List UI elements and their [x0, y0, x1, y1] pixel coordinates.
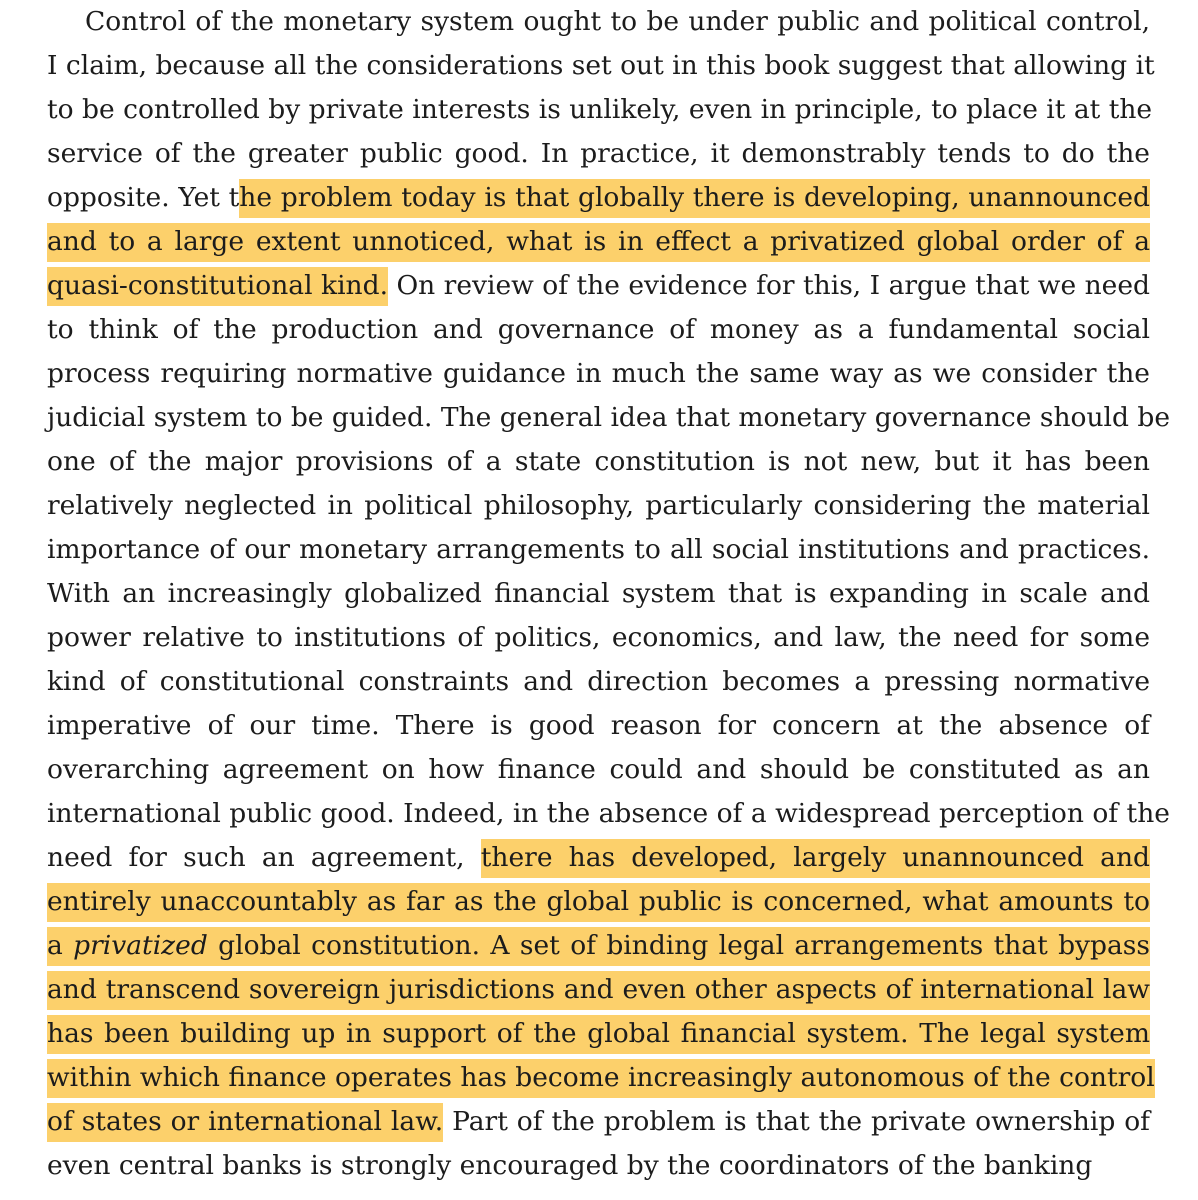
text-segment: Control of the monetary system ought to be under public and political control,: [85, 6, 1150, 37]
highlighted-text: of states or international law.: [47, 1103, 443, 1142]
text-line: [47, 792, 1170, 836]
text-segment: Part of the problem is that the private ownership of: [443, 1106, 1150, 1137]
highlighted-text: has been building up in support of the global financial system. The legal system: [47, 1015, 1150, 1054]
text-line: [47, 1012, 1150, 1056]
text-line: [47, 572, 1150, 616]
text-segment: service of the greater public good. In practice, it demonstrably tends to do the: [47, 138, 1150, 169]
text-line: [47, 528, 1150, 572]
highlighted-text: he problem today is that globally there is developing, unannounced: [239, 179, 1150, 218]
highlighted-text: within which finance operates has become increasingly autonomous of the control: [47, 1059, 1155, 1098]
text-line: [47, 616, 1150, 660]
text-line: [47, 1100, 1150, 1144]
highlighted-text: quasi-constitutional kind.: [47, 267, 388, 306]
text-line: [47, 968, 1150, 1012]
text-segment: power relative to institutions of politics, economics, and law, the need for some: [47, 622, 1150, 653]
text-segment: judicial system to be guided. The general idea that monetary governance should be: [47, 402, 1171, 433]
highlighted-text: and to a large extent unnoticed, what is in effect a privatized global order of a: [47, 223, 1150, 262]
text-line: [47, 352, 1150, 396]
text-line: [47, 308, 1150, 352]
text-line: [47, 264, 1150, 308]
highlighted-text: privatized: [73, 927, 208, 966]
text-segment: With an increasingly globalized financial system that is expanding in scale and: [47, 578, 1150, 609]
highlighted-text: entirely unaccountably as far as the global public is concerned, what amounts to: [47, 883, 1150, 922]
text-segment: importance of our monetary arrangements to all social institutions and practices.: [47, 534, 1150, 565]
highlighted-text: there has developed, largely unannounced and: [481, 839, 1150, 878]
text-segment: international public good. Indeed, in the absence of a widespread perception of the: [47, 798, 1170, 829]
text-segment: kind of constitutional constraints and direction becomes a pressing normative: [47, 666, 1150, 697]
text-line: [47, 132, 1150, 176]
text-line: [47, 748, 1150, 792]
text-line: [47, 176, 1150, 220]
text-line: [47, 880, 1150, 924]
text-segment: opposite. Yet t: [47, 182, 240, 213]
text-line: [47, 440, 1150, 484]
text-line: [47, 1144, 1150, 1188]
text-line: [47, 704, 1150, 748]
text-segment: to think of the production and governance of money as a fundamental social: [47, 314, 1150, 345]
text-segment: need for such an agreement,: [47, 842, 481, 873]
text-line: [47, 44, 1155, 88]
text-segment: even central banks is strongly encouraged by the coordinators of the banking: [47, 1150, 1093, 1181]
highlighted-text: a: [47, 927, 73, 966]
text-segment: process requiring normative guidance in much the same way as we consider the: [47, 358, 1150, 389]
text-segment: I claim, because all the considerations set out in this book suggest that allowing it: [47, 50, 1155, 81]
text-segment: one of the major provisions of a state constitution is not new, but it has been: [47, 446, 1150, 477]
text-segment: to be controlled by private interests is unlikely, even in principle, to place it at the: [47, 94, 1153, 125]
highlighted-text: global constitution. A set of binding legal arrangements that bypass: [208, 927, 1150, 966]
text-line: [47, 220, 1150, 264]
text-line: [47, 1056, 1155, 1100]
text-line: [47, 924, 1150, 968]
text-segment: imperative of our time. There is good reason for concern at the absence of: [47, 710, 1150, 741]
text-line: [47, 836, 1150, 880]
text-line: [47, 660, 1150, 704]
text-segment: overarching agreement on how finance could and should be constituted as an: [47, 754, 1150, 785]
text-line: [47, 396, 1171, 440]
highlighted-text: and transcend sovereign jurisdictions and even other aspects of international law: [47, 971, 1150, 1010]
text-line: [47, 484, 1150, 528]
text-line: [47, 88, 1153, 132]
text-line: [47, 0, 1150, 44]
text-segment: relatively neglected in political philosophy, particularly considering the material: [47, 490, 1150, 521]
text-segment: On review of the evidence for this, I argue that we need: [388, 270, 1150, 301]
